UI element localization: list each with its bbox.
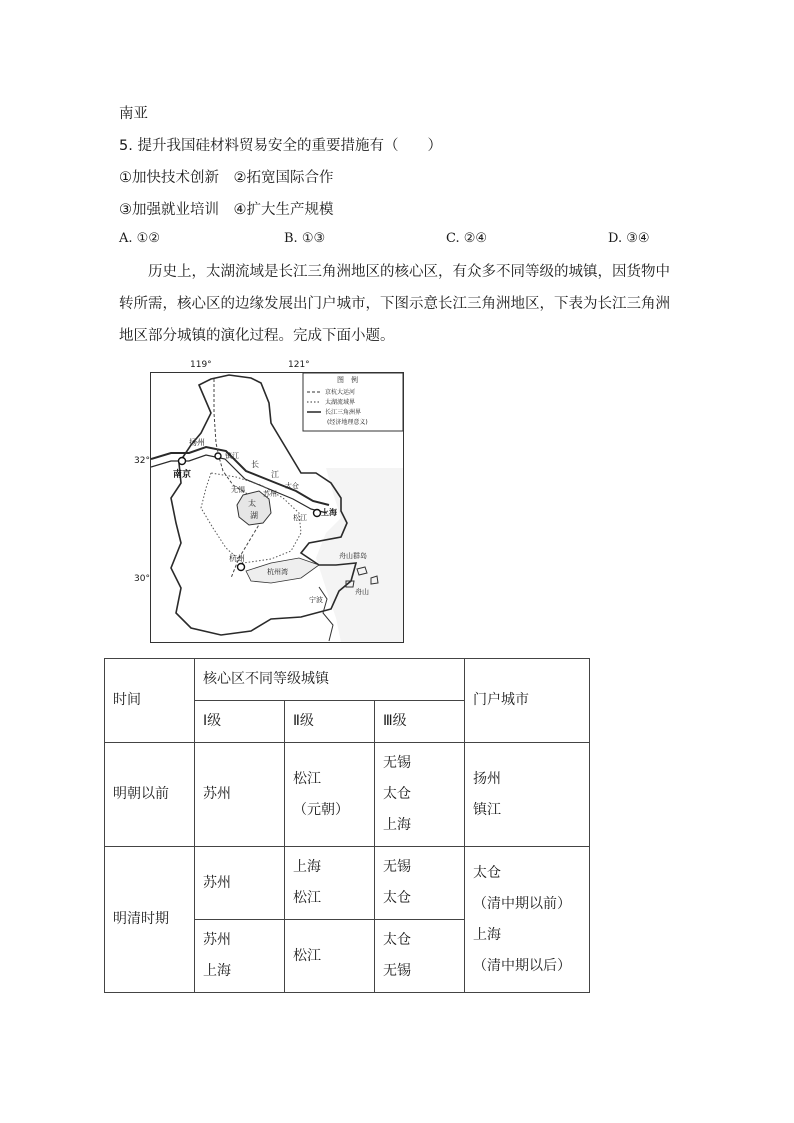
header-time: 时间 [105, 659, 195, 743]
header-gate: 门户城市 [465, 659, 590, 743]
cell-time: 明朝以前 [105, 743, 195, 847]
cell-line: 松江 [293, 947, 321, 964]
cell-line: 无锡 [383, 755, 411, 771]
cell-line: （清中期以后） [473, 957, 571, 974]
map-svg [151, 373, 403, 642]
cell-line: 松江 [293, 890, 321, 906]
cell-level-3 [375, 847, 465, 920]
cell-line: 太仓 [383, 890, 411, 906]
cell-line: 松江 [293, 770, 321, 787]
cell-gate [465, 847, 590, 993]
grand-canal [214, 379, 263, 578]
cell-line: 太仓 [383, 932, 411, 948]
yangtze-delta-map [150, 372, 404, 643]
option-b[interactable] [284, 231, 325, 246]
lat-label-30: 30° [134, 574, 150, 584]
option-letter: A. [119, 231, 133, 246]
lat-label-32: 32° [134, 456, 150, 466]
option-letter: C. [446, 231, 460, 246]
nanjing-dot [179, 458, 186, 465]
legend-title: 图 例 [337, 376, 358, 384]
statement-line-1: ①加快技术创新 ②拓宽国际合作 [119, 170, 334, 186]
header-core: 核心区不同等级城镇 [195, 659, 465, 701]
cell-line: 上海 [293, 859, 321, 875]
cell-level-2 [285, 743, 375, 847]
option-d[interactable] [608, 231, 650, 246]
shanghai-dot [314, 510, 321, 517]
label-chang: 长 [251, 460, 259, 469]
label-zhenjiang: 镇江 [225, 452, 239, 460]
label-songjiang: 松江 [293, 514, 307, 522]
label-tai: 太 [248, 499, 256, 508]
legend-item-delta: 长江三角洲界 [325, 409, 362, 416]
cell-line: 太仓 [473, 864, 501, 881]
cell-level-1 [195, 743, 285, 847]
option-letter: D. [608, 231, 623, 246]
cell-line: 无锡 [383, 859, 411, 875]
header-level-2: Ⅱ级 [285, 701, 375, 743]
cell-line: 苏州 [203, 786, 231, 802]
cell-line: （元朝） [293, 801, 349, 818]
label-zhoushan: 舟山 [355, 588, 369, 596]
label-yangzhou: 扬州 [189, 438, 205, 447]
cell-time: 明清时期 [105, 847, 195, 993]
table-row [105, 743, 590, 847]
label-nanjing: 南京 [173, 470, 192, 480]
option-c[interactable] [446, 231, 487, 246]
label-wuxi: 无锡 [231, 486, 245, 494]
table-row [105, 847, 590, 920]
lon-label-119: 119° [190, 360, 212, 370]
town-evolution-table [104, 658, 590, 993]
option-text: ①③ [301, 231, 326, 246]
cell-line: 扬州 [473, 770, 501, 787]
option-letter: B. [284, 231, 298, 246]
cell-line: 镇江 [473, 801, 501, 818]
label-ningbo: 宁波 [309, 596, 323, 604]
cell-level-1 [195, 847, 285, 920]
cell-line: （清中期以前） [473, 895, 571, 912]
label-taicang: 太仓 [285, 482, 299, 490]
label-suzhou: 苏州 [263, 490, 277, 498]
zhenjiang-dot [215, 453, 221, 459]
cell-level-3 [375, 743, 465, 847]
option-text: ③④ [626, 231, 650, 246]
cell-level-2 [285, 920, 375, 993]
table-header-row [105, 659, 590, 701]
label-hangzhou-bay: 杭州湾 [267, 568, 288, 576]
legend-item-canal: 京杭大运河 [325, 389, 356, 396]
cell-level-3 [375, 920, 465, 993]
hangzhou-dot [238, 564, 245, 571]
option-text: ①② [136, 231, 160, 246]
label-hu: 湖 [250, 511, 258, 520]
cell-gate [465, 743, 590, 847]
top-fragment: 南亚 [119, 106, 148, 122]
option-a[interactable] [119, 231, 160, 246]
label-shanghai: 上海 [321, 508, 337, 517]
header-level-1: Ⅰ级 [195, 701, 285, 743]
statement-line-2: ③加强就业培训 ④扩大生产规模 [119, 202, 334, 218]
cell-line: 上海 [473, 926, 501, 943]
cell-line: 太仓 [383, 786, 411, 802]
cell-level-2 [285, 847, 375, 920]
question-stem: 5. 提升我国硅材料贸易安全的重要措施有（ ） [119, 138, 442, 154]
cell-line: 无锡 [383, 963, 411, 979]
label-zhoushan-islands: 舟山群岛 [339, 552, 367, 560]
header-level-3: Ⅲ级 [375, 701, 465, 743]
label-jiang: 江 [271, 470, 279, 479]
option-text: ②④ [463, 231, 488, 246]
legend-item-basin: 太湖流域界 [325, 399, 356, 406]
passage: 历史上，太湖流域是长江三角洲地区的核心区，有众多不同等级的城镇，因货物中转所需，核心区的边缘发展出门户城市，下图示意长江三角洲地区，下表为长江三角洲地区部分城镇的演化过程。完成下面小题。 [119, 264, 670, 344]
cell-line: 上海 [383, 817, 411, 833]
cell-line: 苏州 [203, 874, 231, 891]
label-hangzhou: 杭州 [229, 554, 245, 563]
lon-label-121: 121° [288, 360, 310, 370]
legend-item-note: (经济地理意义) [327, 419, 368, 426]
cell-level-1 [195, 920, 285, 993]
cell-line: 上海 [203, 963, 231, 979]
cell-line: 苏州 [203, 932, 231, 948]
